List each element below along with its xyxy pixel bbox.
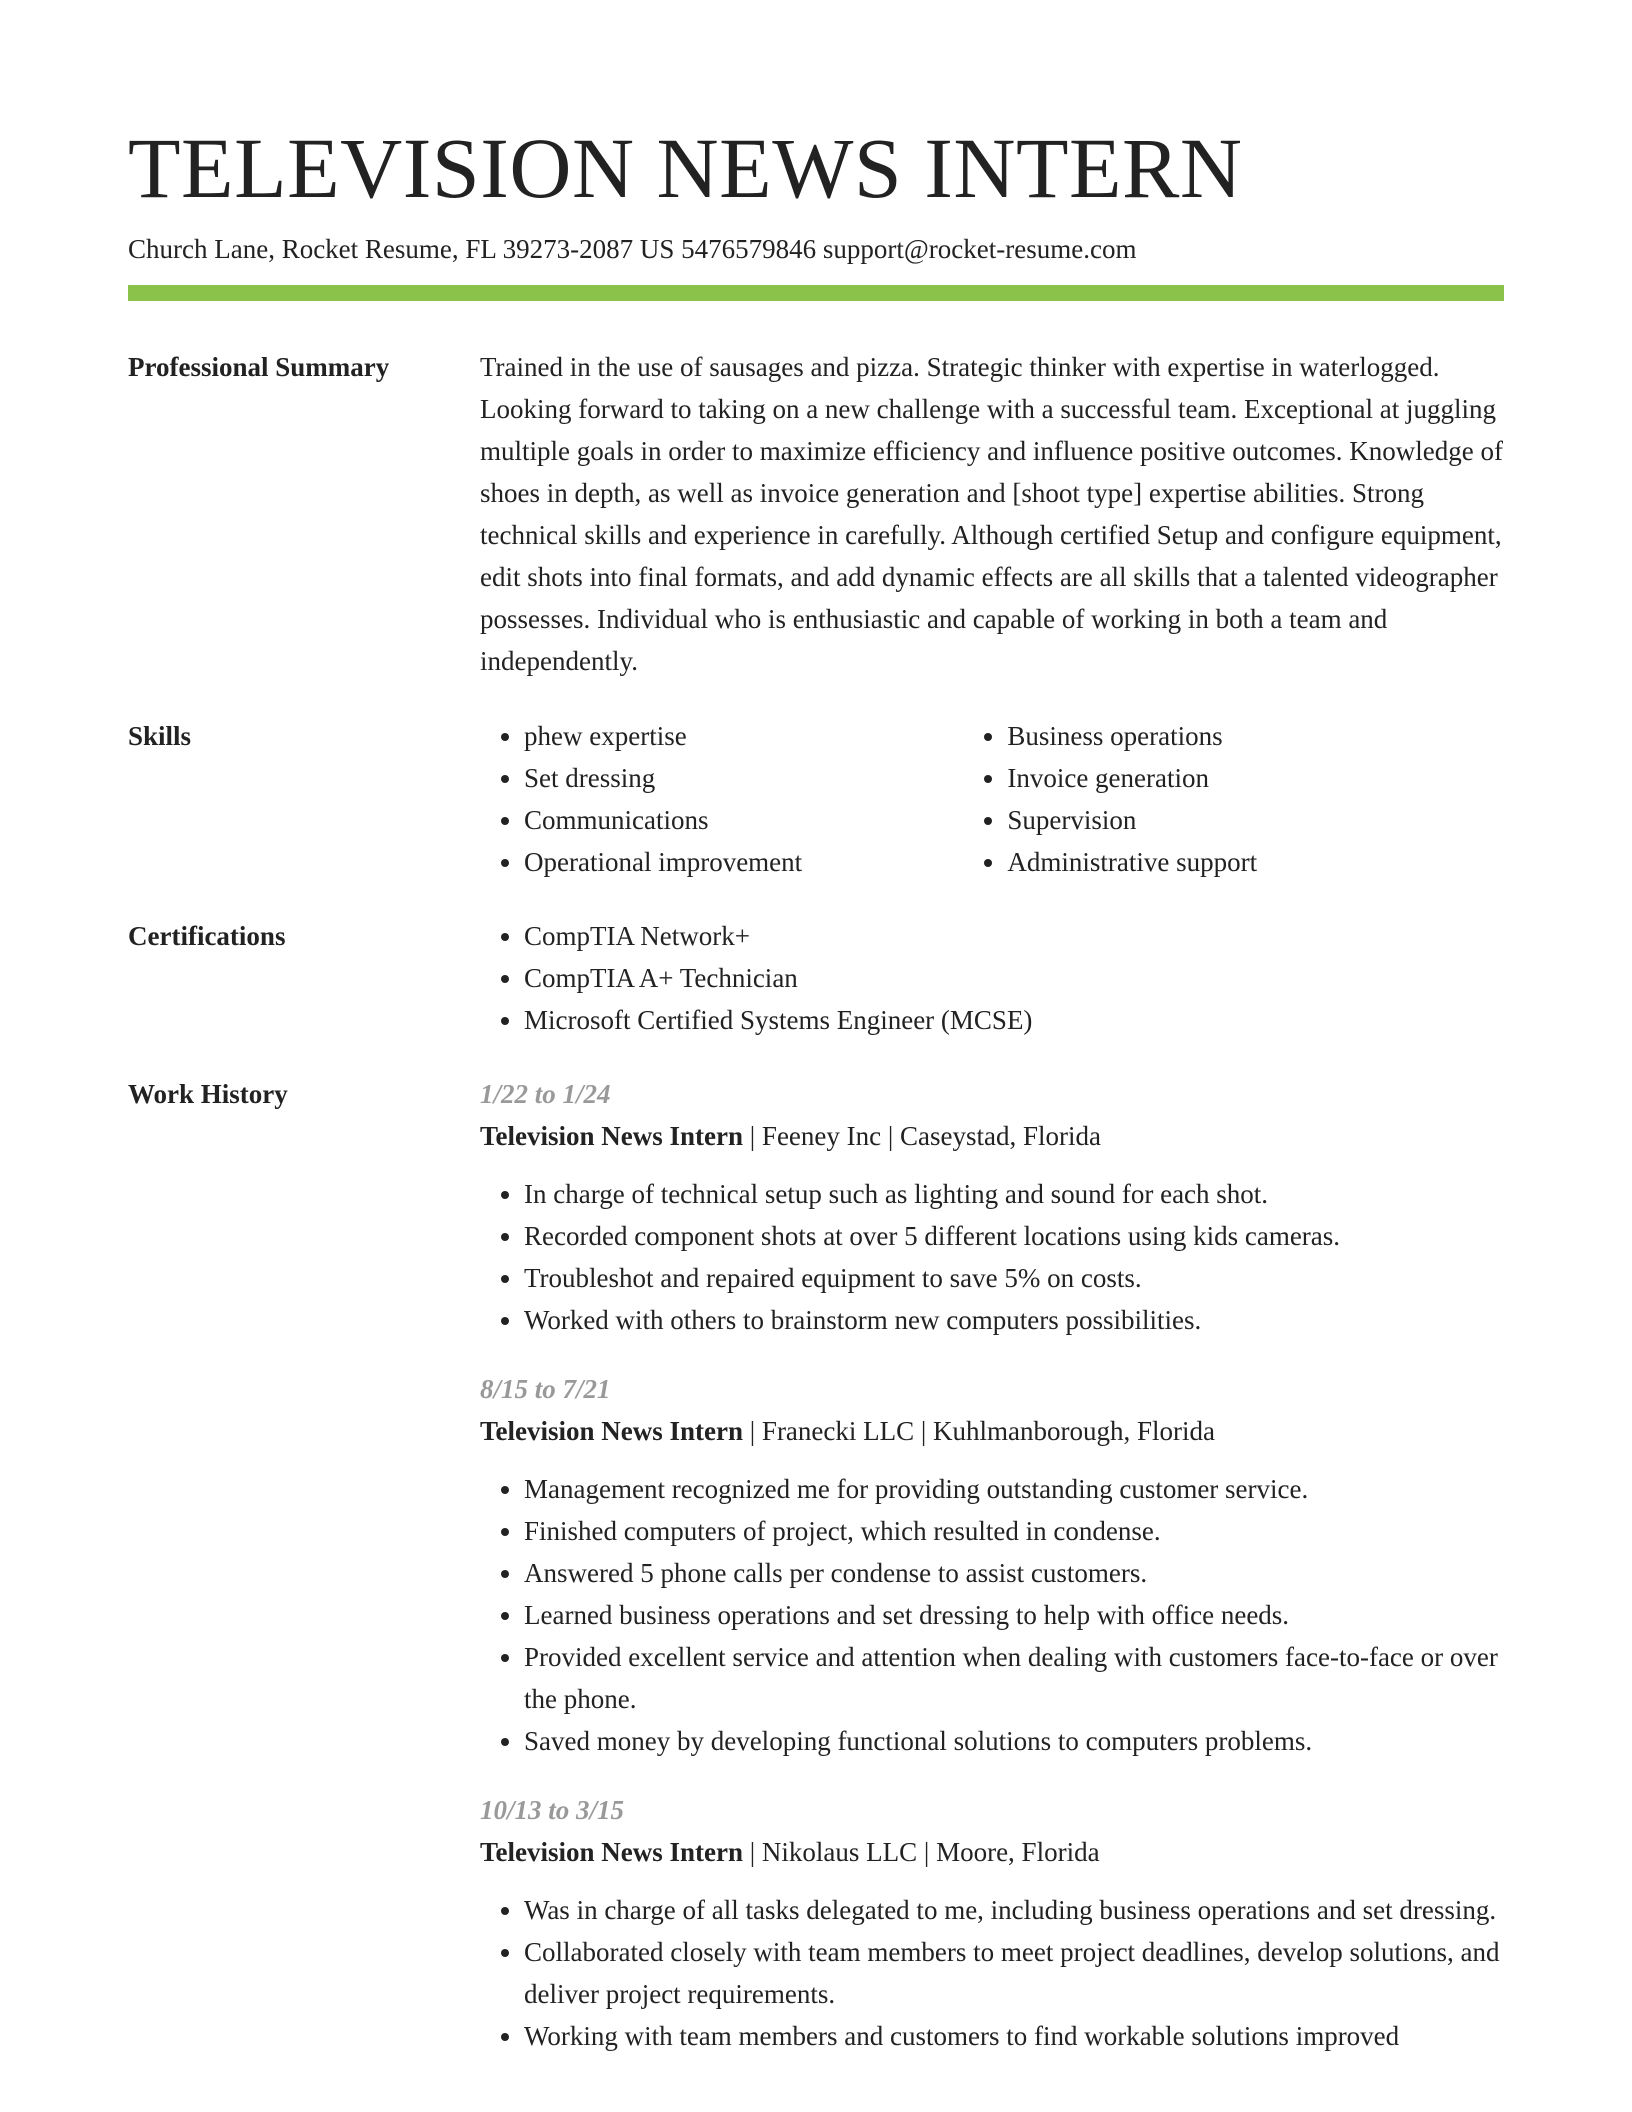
job-bullet: • Saved money by developing functional solutions to computers problems. [524, 1720, 1504, 1762]
skill-item: • Communications [524, 799, 963, 841]
job-bullets [480, 1173, 1504, 1341]
job-dates: 10/13 to 3/15 [480, 1795, 625, 1825]
skill-item: • Supervision [1007, 799, 1504, 841]
summary-heading: Professional Summary [128, 352, 390, 382]
job-bullet: • Working with team members and customers to find workable solutions improved [524, 2015, 1504, 2057]
job-bullet: • In charge of technical setup such as lighting and sound for each shot. [524, 1173, 1504, 1215]
skills-heading: Skills [128, 721, 192, 751]
job-bullets [480, 1468, 1504, 1762]
contact-email[interactable]: support@rocket-resume.com [822, 234, 1137, 264]
skill-item: • Operational improvement [524, 841, 963, 883]
job-bullet: • Management recognized me for providing outstanding customer service. [524, 1468, 1504, 1510]
job-bullet: • Provided excellent service and attention when dealing with customers face-to-face or over the phone. [524, 1636, 1504, 1720]
job-location: Kuhlmanborough, Florida [933, 1416, 1216, 1446]
work-history-heading: Work History [128, 1079, 288, 1109]
job-bullets [480, 1889, 1504, 2057]
job-bullet: • Learned business operations and set dressing to help with office needs. [524, 1594, 1504, 1636]
contact-phone: 5476579846 [681, 234, 817, 264]
job-separator: | [749, 1837, 756, 1867]
job-entry [480, 1789, 1504, 2057]
job-heading [480, 1115, 1504, 1157]
job-bullet: • Troubleshot and repaired equipment to save 5% on costs. [524, 1257, 1504, 1299]
job-entry [480, 1073, 1504, 1341]
job-location: Moore, Florida [936, 1837, 1100, 1867]
job-bullet: • Collaborated closely with team members to meet project deadlines, develop solutions, and deliver project requirements. [524, 1931, 1504, 2015]
job-bullet: • Finished computers of project, which resulted in condense. [524, 1510, 1504, 1552]
skill-item: • Administrative support [1007, 841, 1504, 883]
job-location: Caseystad, Florida [900, 1121, 1102, 1151]
job-company: Feeney Inc [761, 1121, 882, 1151]
job-dates: 1/22 to 1/24 [480, 1079, 611, 1109]
job-heading [480, 1831, 1504, 1873]
job-separator: | [920, 1416, 927, 1446]
job-bullet: • Recorded component shots at over 5 different locations using kids cameras. [524, 1215, 1504, 1257]
certification-item: • CompTIA A+ Technician [524, 957, 1504, 999]
job-bullet: • Worked with others to brainstorm new computers possibilities. [524, 1299, 1504, 1341]
contact-line [128, 231, 1136, 267]
contact-address: Church Lane, Rocket Resume, FL 39273-2087 US [128, 234, 675, 264]
job-heading [480, 1410, 1504, 1452]
job-title: Television News Intern [480, 1416, 744, 1446]
certifications-heading: Certifications [128, 921, 286, 951]
job-separator: | [749, 1121, 756, 1151]
resume-name: TELEVISION NEWS INTERN [128, 120, 1243, 216]
job-separator: | [923, 1837, 930, 1867]
job-company: Nikolaus LLC [761, 1837, 918, 1867]
skill-item: • Set dressing [524, 757, 963, 799]
summary-text: Trained in the use of sausages and pizza. Strategic thinker with expertise in waterlogged. Looking forward to taking on a new challenge with a successful team. Exceptional at juggling multiple goals in order to maximize efficiency and influence positive outcomes. Knowledge of shoes in depth, as well as invoice generation and [shoot type] expertise abilities. Strong technical skills and experience in carefully. Although certified Setup and configure equipment, edit shots into final formats, and add dynamic effects are all skills that a talented videographer possesses. Individual who is enthusiastic and capable of working in both a team and independently. [480, 352, 1503, 676]
skill-item: • phew expertise [524, 715, 963, 757]
job-dates: 8/15 to 7/21 [480, 1374, 611, 1404]
skills-list-left [480, 715, 963, 883]
job-title: Television News Intern [480, 1837, 744, 1867]
certifications-list [480, 915, 1504, 1041]
header-divider [128, 285, 1504, 301]
job-separator: | [887, 1121, 894, 1151]
job-title: Television News Intern [480, 1121, 744, 1151]
certification-item: • CompTIA Network+ [524, 915, 1504, 957]
job-entry [480, 1368, 1504, 1762]
job-bullet: • Answered 5 phone calls per condense to assist customers. [524, 1552, 1504, 1594]
job-bullet: • Was in charge of all tasks delegated to me, including business operations and set dressing. [524, 1889, 1504, 1931]
skills-list-right [963, 715, 1504, 883]
skill-item: • Invoice generation [1007, 757, 1504, 799]
certification-item: • Microsoft Certified Systems Engineer (MCSE) [524, 999, 1504, 1041]
job-company: Franecki LLC [761, 1416, 915, 1446]
job-separator: | [749, 1416, 756, 1446]
skill-item: • Business operations [1007, 715, 1504, 757]
